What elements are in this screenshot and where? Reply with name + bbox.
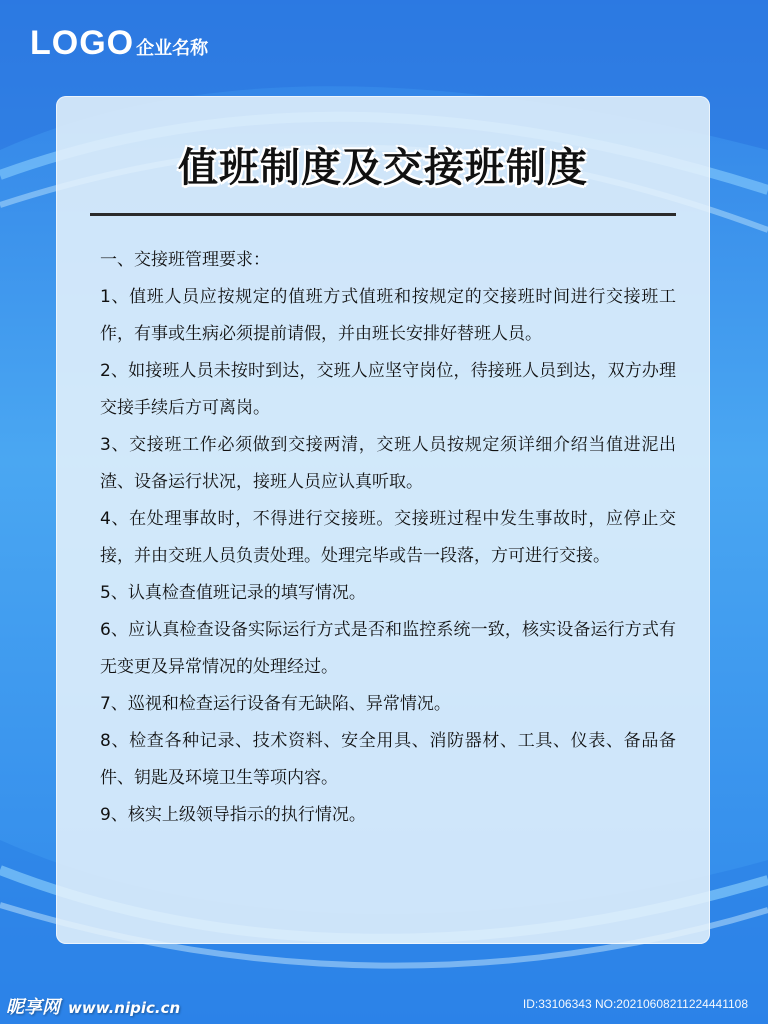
rule-item-5: 5、认真检查值班记录的填写情况。 — [100, 583, 366, 603]
company-logo — [30, 24, 208, 63]
rule-item-8: 8、检查各种记录、技术资料、安全用具、消防器材、工具、仪表、备品备件、钥匙及环境卫生等项内容。 — [100, 731, 676, 788]
watermark-url: www.nipic.cn — [68, 999, 181, 1017]
rule-item-3: 3、交接班工作必须做到交接两清，交班人员按规定须详细介绍当值进泥出渣、设备运行状况，接班人员应认真听取。 — [100, 435, 676, 492]
watermark-id: ID:33106343 NO:20210608211224441108 — [522, 997, 748, 1011]
rule-item-6: 6、应认真检查设备实际运行方式是否和监控系统一致，核实设备运行方式有无变更及异常情况的处理经过。 — [100, 620, 676, 677]
page-title: 值班制度及交接班制度 — [178, 145, 588, 191]
section-heading: 一、交接班管理要求： — [100, 250, 270, 270]
logo-mark: LOGO — [30, 24, 135, 62]
watermark-brand-name: 昵享网 — [6, 997, 60, 1018]
rule-item-4: 4、在处理事故时，不得进行交接班。交接班过程中发生事故时，应停止交接，并由交班人员负责处理。处理完毕或告一段落，方可进行交接。 — [100, 509, 676, 566]
rule-item-2: 2、如接班人员未按时到达，交班人应坚守岗位，待接班人员到达，双方办理交接手续后方可离岗。 — [100, 361, 676, 418]
watermark-brand — [6, 993, 180, 1019]
rule-item-1: 1、值班人员应按规定的值班方式值班和按规定的交接班时间进行交接班工作，有事或生病必须提前请假，并由班长安排好替班人员。 — [100, 287, 676, 344]
rule-item-7: 7、巡视和检查运行设备有无缺陷、异常情况。 — [100, 694, 451, 714]
company-name: 企业名称 — [136, 38, 209, 59]
rule-item-9: 9、核实上级领导指示的执行情况。 — [100, 805, 366, 825]
rules-content — [100, 242, 676, 834]
content-panel — [56, 96, 710, 944]
title-divider — [90, 213, 676, 216]
